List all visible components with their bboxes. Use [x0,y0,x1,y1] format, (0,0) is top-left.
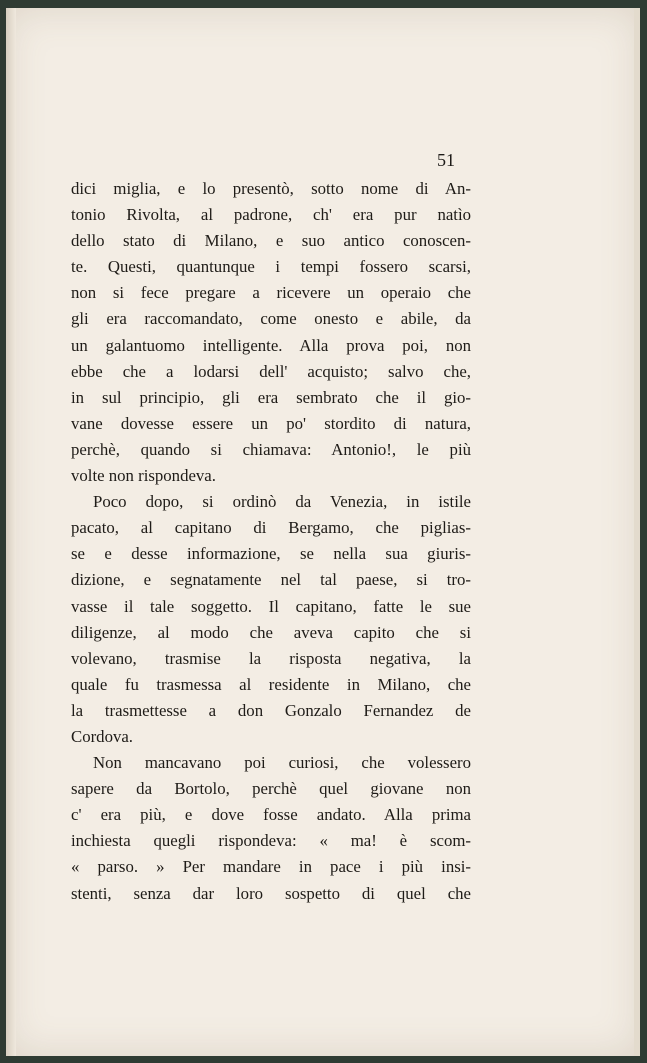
page-gutter [6,8,16,1056]
text-line: quale fu trasmessa al residente in Milano, che [71,674,471,694]
text-line: non si fece pregare a ricevere un operaio che [71,283,471,303]
text-line: dizione, e segnatamente nel tal paese, si tro- [71,570,471,590]
text-line: Poco dopo, si ordinò da Venezia, in istile [93,492,471,512]
text-line: c' era più, e dove fosse andato. Alla prima [71,805,471,825]
text-line: Non mancavano poi curiosi, che volessero [93,753,471,773]
text-line: inchiesta quegli rispondeva: « ma! è scom- [71,831,471,851]
text-line: sapere da Bortolo, perchè quel giovane non [71,779,471,799]
text-line: la trasmettesse a don Gonzalo Fernandez de [71,700,471,720]
text-line: volte non rispondeva. [71,466,216,486]
book-page [6,8,640,1056]
page-edge [634,8,640,1056]
text-line: « parso. » Per mandare in pace i più insi- [71,857,471,877]
text-line: Cordova. [71,726,133,746]
text-line: un galantuomo intelligente. Alla prova poi, non [71,335,471,355]
text-line: in sul principio, gli era sembrato che il gio- [71,387,471,407]
text-line: diligenze, al modo che aveva capito che si [71,622,471,642]
page-number: 51 [437,150,455,170]
body-text [71,176,471,907]
text-line: ebbe che a lodarsi dell' acquisto; salvo che, [71,361,471,381]
text-line: vane dovesse essere un po' stordito di natura, [71,413,471,433]
text-line: stenti, senza dar loro sospetto di quel che [71,883,471,903]
text-line: pacato, al capitano di Bergamo, che piglias- [71,518,471,538]
text-line: volevano, trasmise la risposta negativa, la [71,648,471,668]
text-line: vasse il tale soggetto. Il capitano, fatte le sue [71,596,471,616]
text-line: dello stato di Milano, e suo antico conoscen- [71,231,471,251]
text-line: perchè, quando si chiamava: Antonio!, le più [71,439,471,459]
text-line: tonio Rivolta, al padrone, ch' era pur natìo [71,205,471,225]
text-line: gli era raccomandato, come onesto e abile, da [71,309,471,329]
text-line: dici miglia, e lo presentò, sotto nome di An- [71,179,471,198]
text-line: te. Questi, quantunque i tempi fossero scarsi, [71,257,471,277]
text-line: se e desse informazione, se nella sua giuris- [71,544,471,564]
